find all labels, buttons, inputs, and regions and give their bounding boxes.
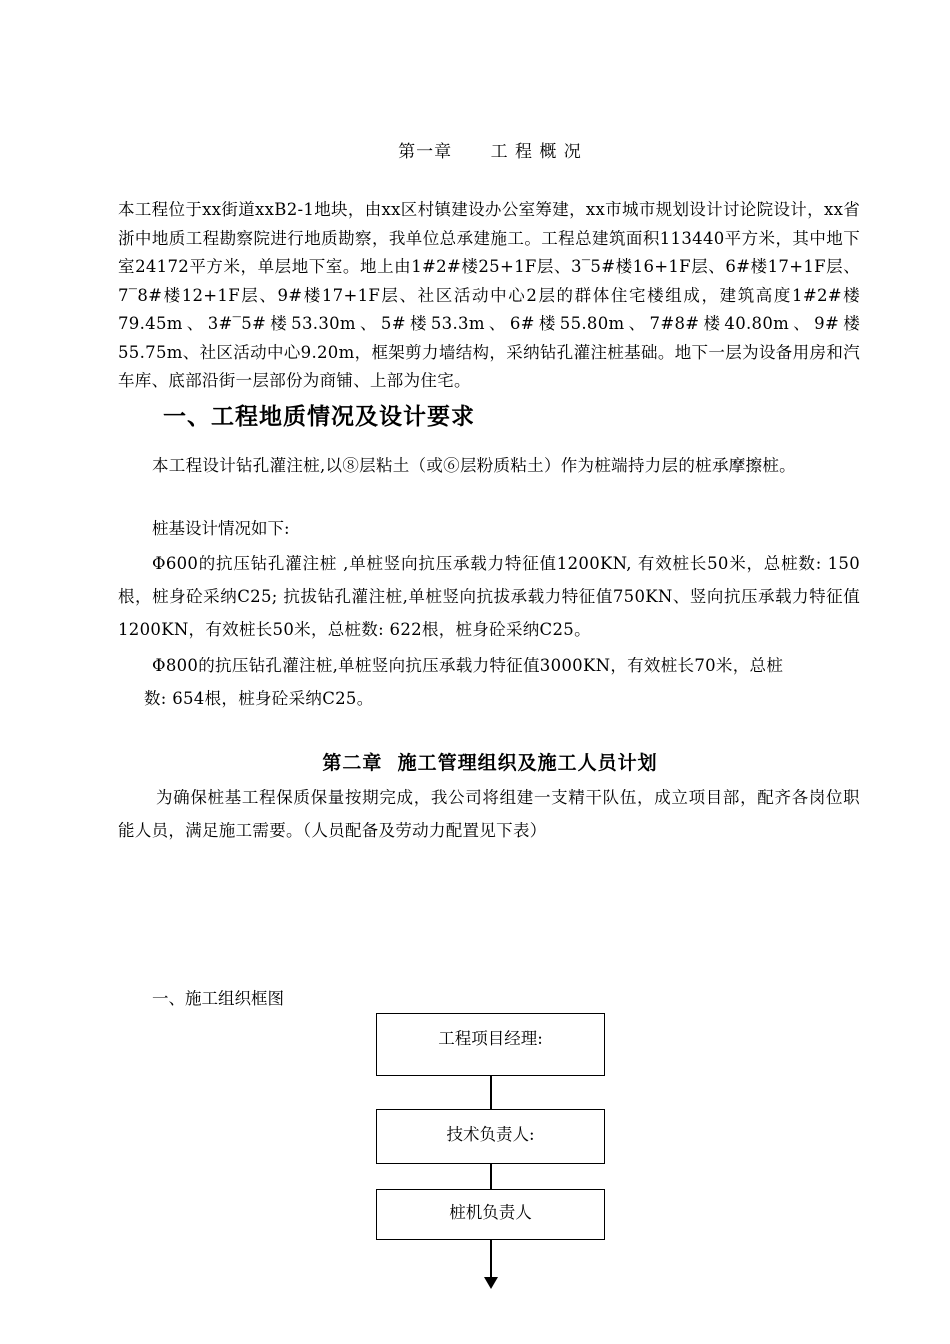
org-chart-heading: 一、施工组织框图 — [152, 989, 284, 1008]
org-box-technical-lead: 技术负责人: — [376, 1109, 605, 1164]
design-text: 本工程设计钻孔灌注桩,以⑧层粘土（或⑥层粉质粘土）作为桩端持力层的桩承摩擦桩。 — [152, 456, 796, 475]
org-box-pile-machine-lead: 桩机负责人 — [376, 1189, 605, 1240]
pile-intro: 桩基设计情况如下: — [152, 519, 290, 538]
org-connector-line — [490, 1076, 492, 1109]
org-connector-line — [490, 1240, 492, 1278]
chapter2-intro — [118, 781, 860, 847]
section-heading-geology: 一、工程地质情况及设计要求 — [163, 404, 475, 430]
arrow-down-icon — [484, 1277, 498, 1289]
org-connector-line — [490, 1164, 492, 1189]
pile800-paragraph — [118, 649, 860, 715]
chapter2-intro-text: 为确保桩基工程保质保量按期完成，我公司将组建一支精干队伍，成立项目部，配齐各岗位职能人员，满足施工需要。（人员配备及劳动力配置见下表） — [118, 788, 860, 840]
pile600-paragraph — [118, 547, 860, 646]
pile600-text: Φ600的抗压钻孔灌注桩 ,单桩竖向抗压承载力特征值1200KN, 有效桩长50米，总桩数: 150根，桩身砼采纳C25; 抗拔钻孔灌注桩,单桩竖向抗拔承载力特征值750KN、竖向抗压承载力特征值1200KN，有效桩长50米，总桩数: 622根，桩身砼采纳C25。 — [118, 554, 860, 639]
pile800-text-line2: 数: 654根，桩身砼采纳C25。 — [144, 689, 374, 708]
chapter1-title: 第一章 工 程 概 况 — [398, 142, 582, 162]
chapter2-title: 第二章 施工管理组织及施工人员计划 — [322, 752, 658, 774]
org-box-project-manager: 工程项目经理: — [376, 1013, 605, 1076]
pile800-text-line1: Φ800的抗压钻孔灌注桩,单桩竖向抗压承载力特征值3000KN，有效桩长70米，总桩 — [152, 656, 784, 675]
design-paragraph — [118, 450, 860, 482]
overview-paragraph: 本工程位于xx街道xxB2-1地块，由xx区村镇建设办公室筹建，xx市城市规划设计讨论院设计，xx省浙中地质工程勘察院进行地质勘察，我单位总承建施工。工程总建筑面积113440平方米，其中地下室24172平方米，单层地下室。地上由1#2#楼25+1F层、3‾5#楼16+1F层、6#楼17+1F层、7‾8#楼12+1F层、9#楼17+1F层、社区活动中心2层的群体住宅楼组成，建筑高度1#2#楼79.45m、3#‾5#楼53.30m、5#楼53.3m、6#楼55.80m、7#8#楼40.80m、9#楼55.75m、社区活动中心9.20m，框架剪力墙结构，采纳钻孔灌注桩基础。地下一层为设备用房和汽车库、底部沿街一层部份为商铺、上部为住宅。 — [118, 200, 860, 390]
